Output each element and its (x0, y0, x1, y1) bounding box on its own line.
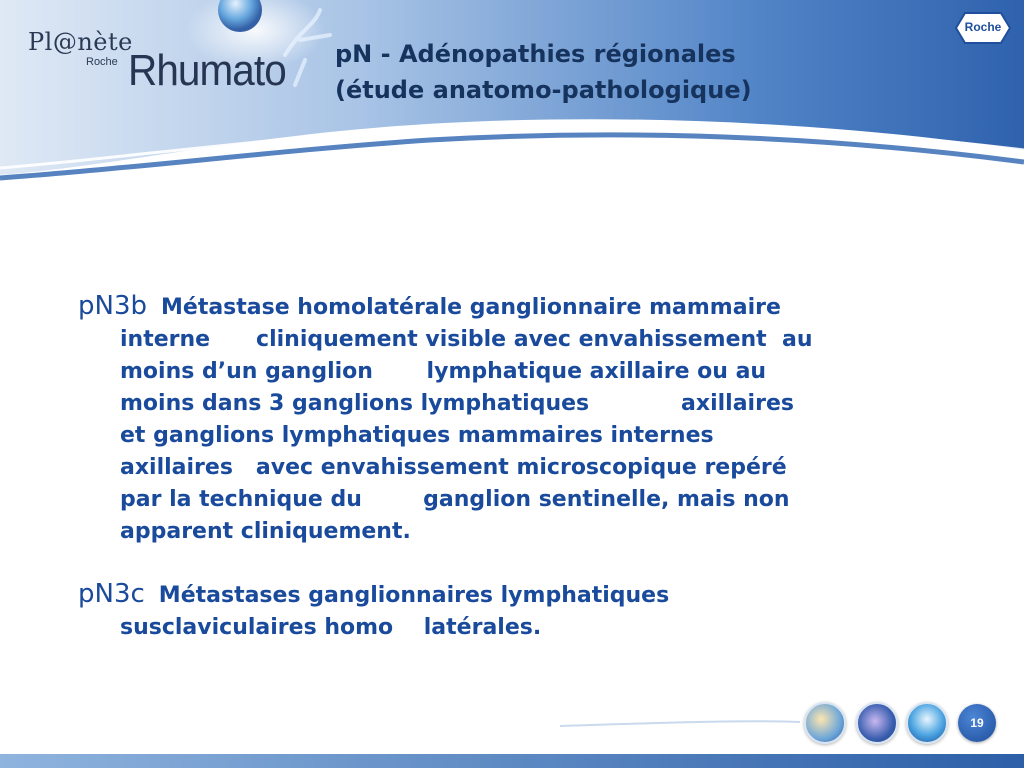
item-line: axillaires avec envahissement microscopique repéré (120, 455, 787, 480)
thumbnail-skeleton-icon (804, 702, 846, 744)
item-pn3b (78, 290, 978, 548)
thumbnail-vessels-icon (856, 702, 898, 744)
brand-roche-small: Roche (86, 56, 118, 68)
item-line: interne cliniquement visible avec envahissement au (120, 327, 813, 352)
page-number: 19 (958, 704, 996, 742)
item-code: pN3b (78, 291, 147, 321)
item-first-line (78, 290, 978, 324)
item-line: moins d’un ganglion lymphatique axillaire ou au (120, 359, 767, 384)
item-code: pN3c (78, 579, 145, 609)
item-title: Métastase homolatérale ganglionnaire mammaire (161, 295, 781, 320)
title-line-1: pN - Adénopathies régionales (335, 40, 736, 68)
slide-body (78, 290, 978, 674)
item-line: moins dans 3 ganglions lymphatiques axillaires (120, 391, 794, 416)
item-pn3c (78, 578, 978, 644)
item-line: apparent cliniquement. (120, 519, 411, 544)
item-line: susclaviculaires homo latérales. (120, 615, 542, 640)
roche-logo-text: Roche (964, 20, 1002, 34)
brand-rhumato: Rhumato (128, 46, 286, 95)
item-title: Métastases ganglionnaires lymphatiques (158, 583, 670, 608)
slide-header (0, 0, 1024, 200)
brand-planete: Pl@nète (28, 28, 133, 56)
thumbnail-cell-icon (906, 702, 948, 744)
slide-footer (0, 700, 1024, 768)
item-line: par la technique du ganglion sentinelle, mais non (120, 487, 790, 512)
slide-title (335, 36, 895, 108)
item-line: et ganglions lymphatiques mammaires internes (120, 423, 714, 448)
footer-bar (0, 754, 1024, 768)
title-line-2: (étude anatomo-pathologique) (335, 76, 752, 104)
item-first-line (78, 578, 978, 612)
